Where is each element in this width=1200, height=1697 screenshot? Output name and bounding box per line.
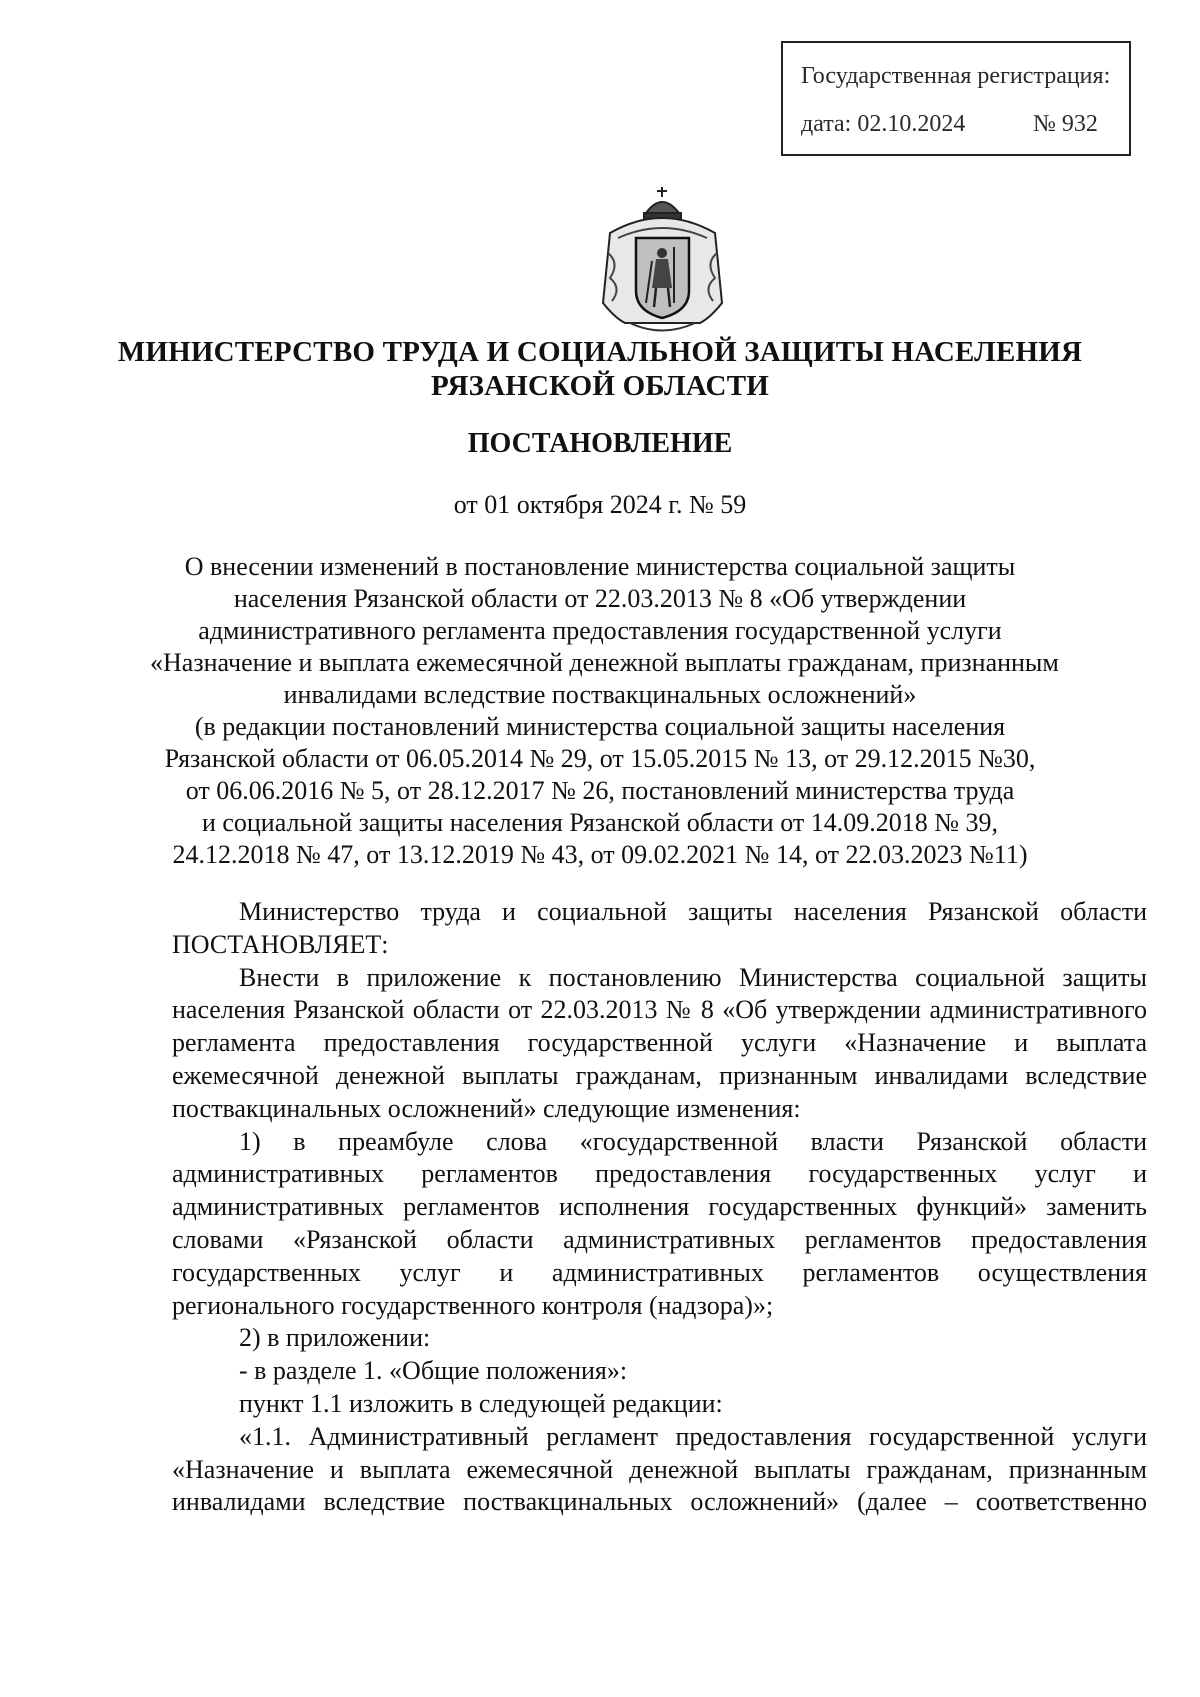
body-paragraph-section-1: - в разделе 1. «Общие положения»: [239,1356,628,1386]
title-line: 24.12.2018 № 47, от 13.12.2019 № 43, от 09.02.2021 № 14, от 22.03.2023 №11) [172,840,1028,869]
document-date-number: от 01 октября 2024 г. № 59 [453,490,747,519]
title-line: О внесении изменений в постановление министерства социальной защиты [184,552,1016,581]
title-line: Рязанской области от 06.05.2014 № 29, от 15.05.2015 № 13, от 29.12.2015 №30, [164,744,1036,773]
ministry-name-line1: МИНИСТЕРСТВО ТРУДА И СОЦИАЛЬНОЙ ЗАЩИТЫ НАСЕЛЕНИЯ [117,336,1083,368]
body-paragraph-clause: пункт 1.1 изложить в следующей редакции: [239,1388,723,1418]
registration-stamp-box [781,41,1131,156]
registration-date: дата: 02.10.2024 [801,111,966,137]
document-body [172,896,1147,1519]
body-paragraph-clause-text: «1.1. Административный регламент предоставления государственной услуги «Назначение и выплата ежемесячной денежной выплаты гражданам, признанным инвалидами вследствие поствакцинальных осложнений» (далее – соответственно [172,1421,1147,1517]
document-title [150,551,1059,871]
registration-label: Государственная регистрация: [801,63,1111,89]
title-line: населения Рязанской области от 22.03.2013 № 8 «Об утверждении [233,584,967,613]
title-line: и социальной защиты населения Рязанской области от 14.09.2018 № 39, [201,808,999,837]
body-paragraph-amendment: Внести в приложение к постановлению Министерства социальной защиты населения Рязанской области от 22.03.2013 № 8 «Об утверждении административного регламента предоставления государственной услуги «Назначение и выплата ежемесячной денежной выплаты гражданам, признанным инвалидами вследствие поствакцинальных осложнений» следующие изменения: [172,962,1147,1123]
document-type: ПОСТАНОВЛЕНИЕ [467,428,733,459]
title-line: «Назначение и выплата ежемесячной денежной выплаты гражданам, признанным [150,648,1059,677]
ministry-name-line2: РЯЗАНСКОЙ ОБЛАСТИ [431,370,769,402]
registration-number: № 932 [1033,111,1098,137]
title-line: от 06.06.2016 № 5, от 28.12.2017 № 26, постановлений министерства труда [185,776,1015,805]
title-line: (в редакции постановлений министерства социальной защиты населения [194,712,1006,741]
body-paragraph-item-1: 1) в преамбуле слова «государственной власти Рязанской области административных регламентов предоставления государственных услуг и административных регламентов исполнения государственных функций» заменить словами «Рязанской области административных регламентов предоставления государственных услуг и административных регламентов осуществления регионального государственного контроля (надзора)»; [172,1126,1147,1320]
body-paragraph-resolution: Министерство труда и социальной защиты населения Рязанской области ПОСТАНОВЛЯЕТ: [172,897,1147,959]
body-paragraph-item-2: 2) в приложении: [239,1323,431,1353]
ministry-name [0,335,1200,403]
title-line: инвалидами вследствие поствакцинальных осложнений» [283,680,917,709]
ryazan-coat-of-arms-icon [590,183,735,338]
title-line: административного регламента предоставления государственной услуги [198,616,1002,645]
